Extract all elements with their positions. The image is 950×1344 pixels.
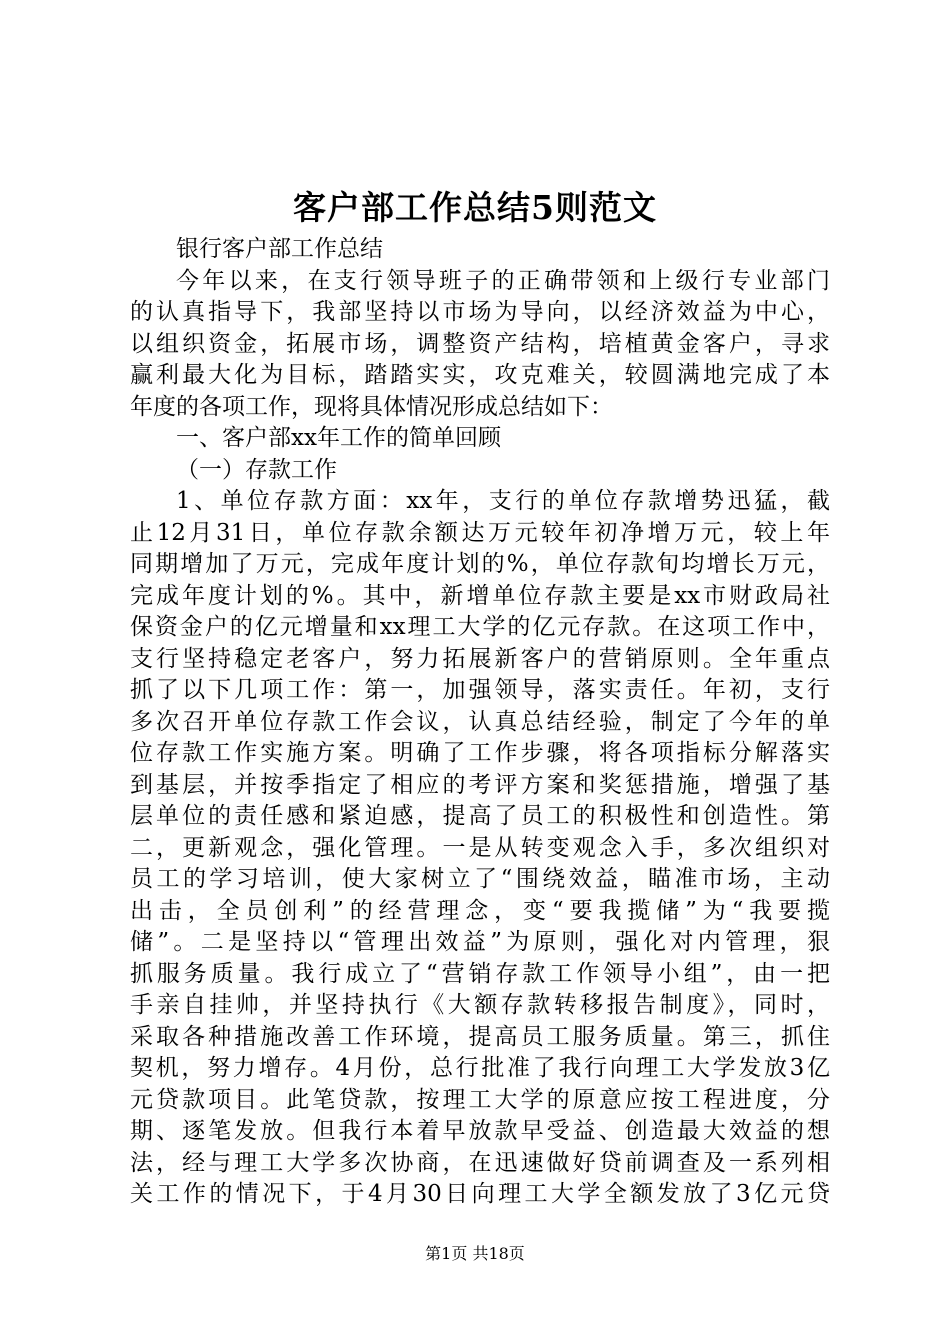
text-line: 保资金户的亿元增量和xx理工大学的亿元存款。在这项工作中， bbox=[130, 614, 830, 640]
text-line: 同期增加了万元，完成年度计划的%，单位存款旬均增长万元， bbox=[130, 551, 830, 577]
text-line: 抓了以下几项工作：第一，加强领导，落实责任。年初，支行 bbox=[130, 677, 830, 703]
text-line: 以组织资金，拓展市场，调整资产结构，培植黄金客户，寻求 bbox=[130, 330, 830, 357]
page-footer: 第1页 共18页 bbox=[425, 1244, 525, 1263]
text-line: 法，经与理工大学多次协商，在迅速做好贷前调查及一系列相 bbox=[130, 1149, 830, 1176]
text-line: 到基层，并按季指定了相应的考评方案和奖惩措施，增强了基 bbox=[130, 771, 830, 798]
text-line: 支行坚持稳定老客户，努力拓展新客户的营销原则。全年重点 bbox=[130, 645, 830, 672]
text-line: 的认真指导下，我部坚持以市场为导向，以经济效益为中心， bbox=[130, 299, 830, 325]
text-line: 赢利最大化为目标，踏踏实实，攻克难关，较圆满地完成了本 bbox=[130, 362, 830, 388]
document-title: 客户部工作总结5则范文 bbox=[293, 188, 657, 227]
text-line: 手亲自挂帅，并坚持执行《大额存款转移报告制度》，同时， bbox=[130, 992, 830, 1018]
section-heading: 一、客户部xx年工作的简单回顾 bbox=[176, 425, 501, 451]
text-line: 年度的各项工作，现将具体情况形成总结如下： bbox=[130, 393, 613, 420]
text-line: 采取各种措施改善工作环境，提高员工服务质量。第三，抓住 bbox=[130, 1023, 830, 1050]
text-line: 储”。二是坚持以“管理出效益”为原则，强化对内管理，狠 bbox=[130, 929, 830, 955]
text-line: 契机，努力增存。4月份，总行批准了我行向理工大学发放3亿 bbox=[130, 1055, 830, 1081]
text-line: 完成年度计划的%。其中，新增单位存款主要是xx市财政局社 bbox=[130, 582, 830, 609]
text-line: 期、逐笔发放。但我行本着早放款早受益、创造最大效益的想 bbox=[130, 1118, 830, 1144]
text-line: 抓服务质量。我行成立了“营销存款工作领导小组”，由一把 bbox=[130, 960, 830, 987]
text-line: 1、单位存款方面：xx年，支行的单位存款增势迅猛，截 bbox=[176, 488, 830, 514]
text-line: 层单位的责任感和紧迫感，提高了员工的积极性和创造性。第 bbox=[130, 803, 830, 829]
text-line: 今年以来，在支行领导班子的正确带领和上级行专业部门 bbox=[176, 267, 830, 294]
text-line: 出击，全员创利”的经营理念，变“要我揽储”为“我要揽 bbox=[130, 897, 830, 924]
text-line: 二，更新观念，强化管理。一是从转变观念入手，多次组织对 bbox=[130, 834, 830, 861]
text-line: 止12月31日，单位存款余额达万元较年初净增万元，较上年 bbox=[130, 519, 830, 546]
subsection-heading: （一）存款工作 bbox=[176, 456, 337, 483]
text-line: 多次召开单位存款工作会议，认真总结经验，制定了今年的单 bbox=[130, 708, 830, 735]
text-line: 员工的学习培训，使大家树立了“围绕效益，瞄准市场，主动 bbox=[130, 866, 830, 892]
text-line: 位存款工作实施方案。明确了工作步骤，将各项指标分解落实 bbox=[130, 740, 830, 766]
text-line: 元贷款项目。此笔贷款，按理工大学的原意应按工程进度，分 bbox=[130, 1086, 830, 1113]
document-body bbox=[130, 234, 830, 1211]
text-line: 关工作的情况下，于4月30日向理工大学全额发放了3亿元贷 bbox=[130, 1181, 830, 1207]
section-heading: 银行客户部工作总结 bbox=[176, 236, 383, 262]
